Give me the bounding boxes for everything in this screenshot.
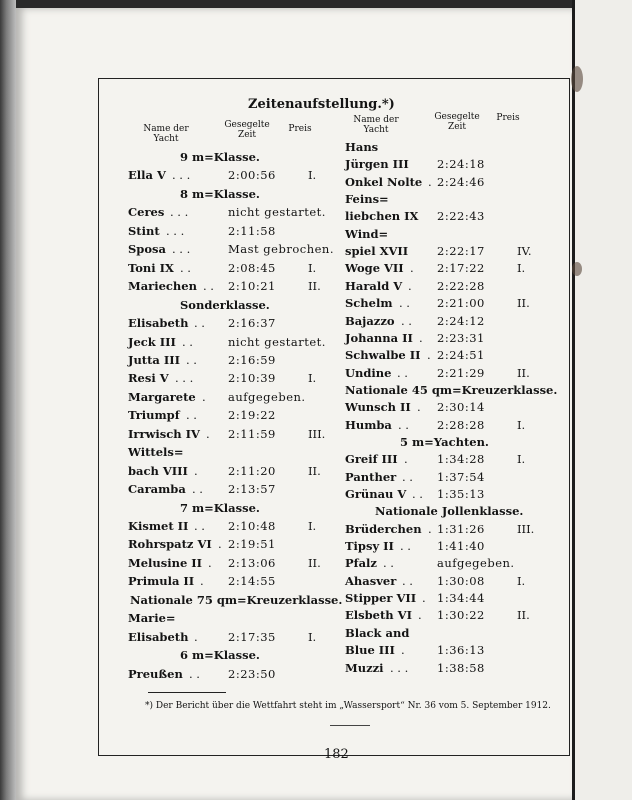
class-heading: 9 m=Klasse. <box>180 150 260 164</box>
sailed-time: 1:34:44 <box>437 591 485 606</box>
result-row <box>345 175 545 191</box>
class-heading: Nationale Jollenklasse. <box>375 504 524 519</box>
sailed-time: 1:37:54 <box>437 469 485 484</box>
result-row <box>128 464 338 480</box>
leader-dots: . . <box>402 573 413 588</box>
yacht-name: Ella V <box>128 168 166 183</box>
yacht-name: Caramba <box>128 482 186 497</box>
leader-dots: . <box>206 426 210 441</box>
yacht-name: Stipper VII <box>345 591 417 606</box>
result-row <box>128 168 338 184</box>
leader-dots: . <box>208 555 212 570</box>
result-row <box>345 522 545 538</box>
footnote-rule <box>148 692 226 693</box>
leader-dots: . <box>218 537 222 552</box>
prize: II. <box>308 555 321 570</box>
end-rule <box>330 725 370 726</box>
page-heading: Zeitenaufstellung.*) <box>248 97 395 112</box>
leader-dots: . <box>401 643 405 658</box>
result-row <box>345 452 545 468</box>
result-row <box>345 574 545 590</box>
leader-dots: . . . <box>390 660 409 675</box>
yacht-name: Sposa <box>128 242 166 257</box>
result-row <box>345 331 545 347</box>
prize: I. <box>517 452 526 467</box>
sailed-time: 2:11:59 <box>228 426 276 441</box>
yacht-name: Tipsy II <box>345 539 394 554</box>
sailed-time: 2:10:48 <box>228 519 276 533</box>
leader-dots: . <box>202 389 206 404</box>
class-heading: 5 m=Yachten. <box>400 434 489 449</box>
left-col-header-time: Gesegelte Zeit <box>224 120 270 140</box>
sailed-time: 2:10:39 <box>228 371 276 386</box>
sailed-time: 2:13:57 <box>228 482 276 497</box>
leader-dots: . . <box>400 539 411 554</box>
leader-dots: . . <box>189 666 200 681</box>
class-heading: 7 m=Klasse. <box>180 500 260 515</box>
result-row <box>128 611 338 627</box>
result-row <box>128 335 338 351</box>
leader-dots: . . . <box>170 205 189 220</box>
yacht-name: Humba <box>345 417 392 432</box>
sailed-time: 1:41:40 <box>437 539 485 554</box>
leader-dots: . <box>200 574 204 589</box>
result-row <box>345 487 545 503</box>
result-row <box>128 445 338 461</box>
result-row <box>345 539 545 555</box>
sailed-time: 2:23:50 <box>228 666 276 681</box>
result-row <box>345 556 545 572</box>
yacht-name: Stint <box>128 223 160 238</box>
leader-dots: . . . <box>175 371 194 386</box>
class-heading: Nationale 45 qm=Kreuzerklasse. <box>345 382 558 397</box>
leader-dots: . <box>410 261 414 276</box>
result-row <box>128 537 338 553</box>
result-row <box>345 470 545 486</box>
result-row <box>345 261 545 277</box>
result-row <box>128 316 338 332</box>
leader-dots: . <box>422 591 426 606</box>
leader-dots: . . <box>180 260 191 275</box>
prize: I. <box>517 417 526 432</box>
result-row <box>128 224 338 240</box>
yacht-name: Blue III <box>345 643 395 658</box>
sailed-time: 1:38:58 <box>437 660 485 675</box>
yacht-name: Grünau V <box>345 487 407 501</box>
sailed-time: 2:30:14 <box>437 400 485 415</box>
sailed-time: 2:11:58 <box>228 223 276 238</box>
yacht-name: Hans <box>345 140 379 154</box>
sailed-time: 2:21:00 <box>437 296 485 311</box>
sailed-time: nicht gestartet. <box>228 205 326 220</box>
result-row <box>128 556 338 572</box>
leader-dots: . <box>404 452 408 467</box>
leader-dots: . . . <box>172 168 191 183</box>
sailed-time: 2:22:17 <box>437 244 485 259</box>
leader-dots: . <box>428 174 432 189</box>
yacht-name: Ceres <box>128 205 165 220</box>
prize: II. <box>517 296 530 311</box>
sailed-time: 1:34:28 <box>437 452 485 467</box>
yacht-name: Wittels= <box>128 445 184 460</box>
sailed-time: 1:30:08 <box>437 573 485 588</box>
yacht-name: Melusine II <box>128 555 203 570</box>
class-heading: Nationale 75 qm=Kreuzerklasse. <box>130 592 343 607</box>
prize: I. <box>517 261 526 276</box>
yacht-name: Wind= <box>345 226 389 241</box>
leader-dots: . . <box>398 417 409 432</box>
yacht-name: Panther <box>345 469 397 484</box>
sailed-time: 2:13:06 <box>228 555 276 570</box>
prize: II. <box>517 365 530 380</box>
yacht-name: Johanna II <box>345 330 413 345</box>
result-row <box>345 366 545 382</box>
yacht-name: Rohrspatz VI <box>128 537 212 552</box>
sailed-time: 2:10:21 <box>228 279 276 294</box>
result-row <box>128 261 338 277</box>
result-row <box>345 279 545 295</box>
sailed-time: 2:23:31 <box>437 330 485 345</box>
leader-dots: . <box>194 629 198 644</box>
result-row <box>128 390 338 406</box>
yacht-name: bach VIII <box>128 463 188 478</box>
yacht-name: Feins= <box>345 192 389 207</box>
leader-dots: . . <box>186 352 197 367</box>
leader-dots: . . <box>194 519 205 533</box>
leader-dots: . . <box>383 556 394 571</box>
sailed-time: 1:35:13 <box>437 487 485 501</box>
right-col-header-time: Gesegelte Zeit <box>434 112 480 132</box>
result-row <box>128 482 338 498</box>
left-col-header-name: Name der Yacht <box>143 124 189 144</box>
result-row <box>128 630 338 646</box>
prize: III. <box>517 521 535 536</box>
class-heading: 6 m=Klasse. <box>180 648 260 663</box>
book-spine-edge <box>0 0 16 800</box>
facing-page-edge <box>572 0 632 800</box>
prize: I. <box>308 168 317 183</box>
sailed-time: 2:08:45 <box>228 260 276 275</box>
result-row <box>345 643 545 659</box>
yacht-name: Resi V <box>128 371 169 386</box>
leader-dots: . . <box>203 279 214 294</box>
yacht-name: Onkel Nolte <box>345 174 423 189</box>
leader-dots: . . . <box>172 242 191 257</box>
yacht-name: Bajazzo <box>345 313 395 328</box>
leader-dots: . . <box>397 365 408 380</box>
yacht-name: Ahasver <box>345 573 397 588</box>
result-row <box>128 205 338 221</box>
sailed-time: 2:22:28 <box>437 278 485 293</box>
sailed-time: 2:19:51 <box>228 537 276 552</box>
yacht-name: liebchen IX <box>345 209 419 224</box>
prize: I. <box>308 260 317 275</box>
sailed-time: 1:36:13 <box>437 643 485 658</box>
yacht-name: Mariechen <box>128 279 197 294</box>
yacht-name: Wunsch II <box>345 400 411 415</box>
result-row <box>345 591 545 607</box>
left-col-header-prize: Preis <box>288 124 312 134</box>
sailed-time: Mast gebrochen. <box>228 242 334 257</box>
result-row <box>345 626 545 642</box>
result-row <box>345 192 545 208</box>
yacht-name: Brüderchen <box>345 521 422 536</box>
result-row <box>128 574 338 590</box>
sailed-time: 2:24:18 <box>437 157 485 172</box>
result-row <box>128 242 338 258</box>
yacht-name: Toni IX <box>128 260 174 275</box>
yacht-name: Elisabeth <box>128 629 189 644</box>
prize: I. <box>517 573 526 588</box>
yacht-name: Jeck III <box>128 334 176 349</box>
prize: I. <box>308 629 317 644</box>
sailed-time: 1:31:26 <box>437 521 485 536</box>
sailed-time: 2:24:51 <box>437 348 485 363</box>
sailed-time: 2:28:28 <box>437 417 485 432</box>
yacht-name: Marie= <box>128 611 176 626</box>
sailed-time: 2:16:59 <box>228 352 276 367</box>
result-row <box>345 157 545 173</box>
prize: II. <box>308 279 321 294</box>
leader-dots: . <box>408 278 412 293</box>
sailed-time: 2:19:22 <box>228 408 276 423</box>
sailed-time: 2:17:22 <box>437 261 485 276</box>
result-row <box>345 140 545 156</box>
prize: IV. <box>517 244 532 259</box>
yacht-name: Triumpf <box>128 408 180 423</box>
yacht-name: Undine <box>345 365 392 380</box>
yacht-name: Greif III <box>345 452 398 467</box>
leader-dots: . . <box>182 334 193 349</box>
result-row <box>128 408 338 424</box>
sailed-time: 2:24:46 <box>437 174 485 189</box>
yacht-name: Jutta III <box>128 352 181 367</box>
result-row <box>345 348 545 364</box>
yacht-name: Elisabeth <box>128 316 189 331</box>
sailed-time: 2:11:20 <box>228 463 276 478</box>
prize: II. <box>517 608 530 623</box>
yacht-name: Jürgen III <box>345 157 409 172</box>
sailed-time: 1:30:22 <box>437 608 485 623</box>
leader-dots: . <box>419 330 423 345</box>
class-heading: 8 m=Klasse. <box>180 186 260 201</box>
yacht-name: Woge VII <box>345 261 404 276</box>
leader-dots: . . <box>186 408 197 423</box>
result-row <box>128 371 338 387</box>
result-row <box>345 608 545 624</box>
sailed-time: 2:17:35 <box>228 629 276 644</box>
sailed-time: 2:00:56 <box>228 168 276 183</box>
leader-dots: . . . <box>166 223 185 238</box>
prize: III. <box>308 426 326 441</box>
result-row <box>128 279 338 295</box>
leader-dots: . . <box>401 313 412 328</box>
yacht-name: Irrwisch IV <box>128 426 200 441</box>
result-row <box>345 418 545 434</box>
result-row <box>345 227 545 243</box>
result-row <box>345 400 545 416</box>
leader-dots: . <box>417 400 421 415</box>
prize: I. <box>308 371 317 386</box>
result-row <box>345 244 545 260</box>
result-row <box>345 209 545 225</box>
result-row <box>345 314 545 330</box>
prize: II. <box>308 463 321 478</box>
yacht-name: Pfalz <box>345 556 377 571</box>
yacht-name: Harald V <box>345 278 403 293</box>
class-heading: Sonderklasse. <box>180 297 270 312</box>
yacht-name: Kismet II <box>128 519 189 533</box>
result-row <box>128 353 338 369</box>
result-row <box>128 519 338 535</box>
sailed-time: aufgegeben. <box>437 556 515 571</box>
sailed-time: 2:14:55 <box>228 574 276 589</box>
right-col-header-name: Name der Yacht <box>353 115 399 135</box>
leader-dots: . . <box>399 296 410 311</box>
leader-dots: . <box>418 608 422 623</box>
yacht-name: Elsbeth VI <box>345 608 412 623</box>
yacht-name: Schwalbe II <box>345 348 421 363</box>
sailed-time: nicht gestartet. <box>228 334 326 349</box>
sailed-time: 2:21:29 <box>437 365 485 380</box>
yacht-name: Schelm <box>345 296 393 311</box>
page-number: 182 <box>324 747 349 762</box>
yacht-name: spiel XVII <box>345 244 409 259</box>
yacht-name: Preußen <box>128 666 183 681</box>
footnote: *) Der Bericht über die Wettfahrt steht im „Wassersport“ Nr. 36 vom 5. September 1912. <box>145 701 551 711</box>
right-col-header-prize: Preis <box>496 113 520 123</box>
prize: I. <box>308 519 317 533</box>
leader-dots: . <box>427 348 431 363</box>
sailed-time: 2:24:12 <box>437 313 485 328</box>
result-row <box>345 296 545 312</box>
result-row <box>345 661 545 677</box>
sailed-time: 2:16:37 <box>228 316 276 331</box>
leader-dots: . <box>194 463 198 478</box>
yacht-name: Margarete <box>128 389 196 404</box>
yacht-name: Primula II <box>128 574 195 589</box>
sailed-time: 2:22:43 <box>437 209 485 224</box>
leader-dots: . . <box>194 316 205 331</box>
leader-dots: . . <box>412 487 423 501</box>
sailed-time: aufgegeben. <box>228 389 306 404</box>
yacht-name: Black and <box>345 625 410 640</box>
result-row <box>128 427 338 443</box>
leader-dots: . . <box>192 482 203 497</box>
result-row <box>128 667 338 683</box>
yacht-name: Muzzi <box>345 660 384 675</box>
leader-dots: . <box>428 521 432 536</box>
leader-dots: . . <box>402 469 413 484</box>
